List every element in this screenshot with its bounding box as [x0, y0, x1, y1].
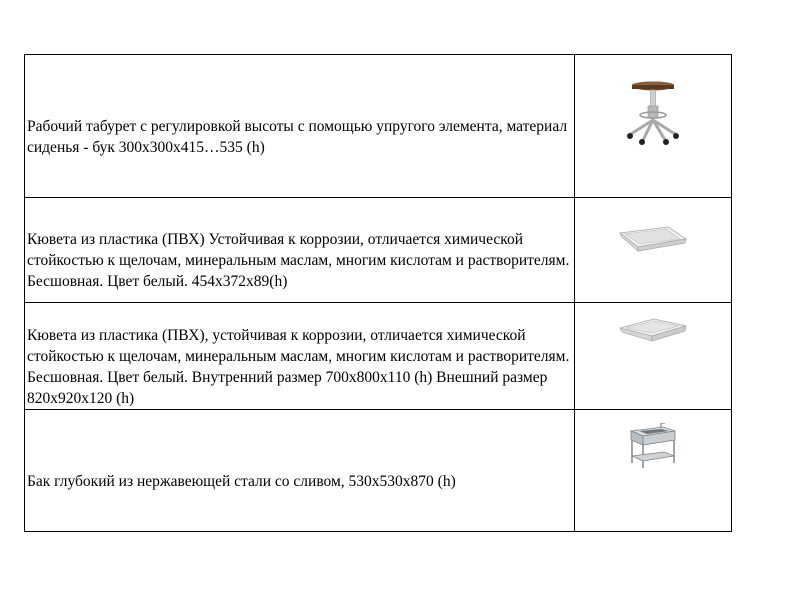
- work-stool-image: [613, 78, 693, 148]
- table-row: [25, 55, 732, 198]
- pvc-tray-image: [616, 223, 690, 255]
- item-image-cell: [575, 410, 732, 532]
- table-row: [25, 410, 732, 532]
- item-description: [25, 410, 575, 532]
- pvc-tray-large-image: [616, 316, 690, 346]
- item-description: [25, 303, 575, 410]
- table-row: [25, 303, 732, 410]
- description-text: Кювета из пластика (ПВХ), устойчивая к коррозии, отличается химической стойкостью к щелочам, минеральным маслам, многим кислотам и растворителям. Бесшовная. Цвет белый. Внутренний размер 700х800х110 (h) Внешний размер 820х920х120 (h): [27, 326, 570, 407]
- description-text: Рабочий табурет с регулировкой высоты с помощью упругого элемента, материал сиденья - бук 300х300х415…535 (h): [27, 117, 568, 156]
- item-image-cell: [575, 55, 732, 198]
- description-text: Кювета из пластика (ПВХ) Устойчивая к коррозии, отличается химической стойкостью к щелочам, минеральным маслам, многим кислотам и растворителям. Бесшовная. Цвет белый. 454х372х89(h): [27, 231, 570, 290]
- item-description: [25, 55, 575, 198]
- description-text: Бак глубокий из нержавеющей стали со сливом, 530х530х870 (h): [27, 472, 456, 490]
- item-description: [25, 198, 575, 303]
- table-row: [25, 198, 732, 303]
- stainless-sink-image: [627, 423, 679, 469]
- specification-table: [24, 54, 732, 532]
- item-image-cell: [575, 198, 732, 303]
- item-image-cell: [575, 303, 732, 410]
